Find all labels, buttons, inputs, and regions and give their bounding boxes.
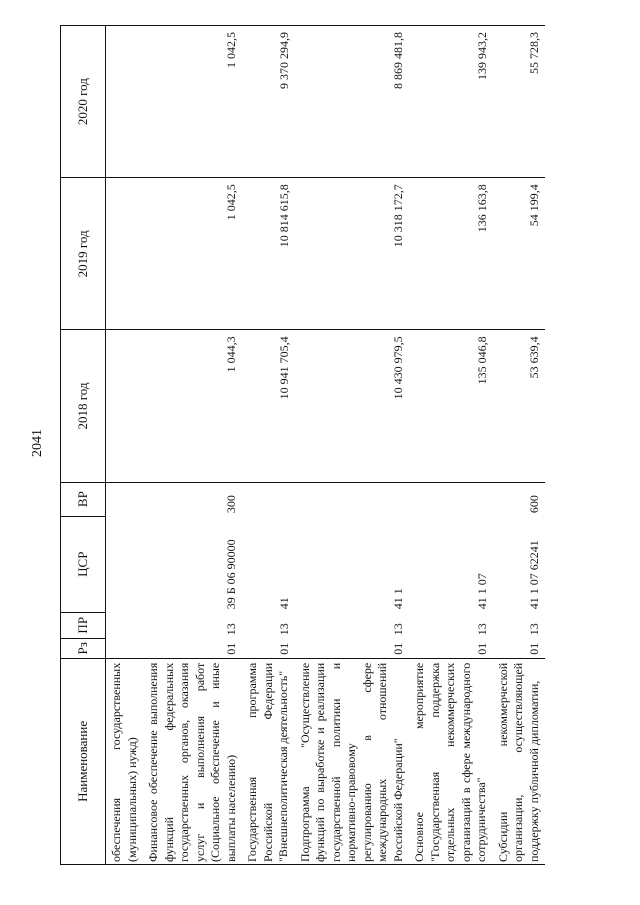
row-rz: 01 bbox=[391, 642, 405, 655]
row-name: Субсидии некоммерческой организации, осуществляющей поддержку публичной дипломатии, bbox=[493, 658, 546, 864]
table-row bbox=[106, 26, 144, 865]
header-rz: Рз bbox=[61, 638, 106, 658]
budget-table bbox=[60, 25, 545, 865]
row-vr bbox=[242, 482, 295, 516]
row-2020 bbox=[106, 26, 144, 178]
row-2020: 8 869 481,8 bbox=[295, 26, 410, 178]
row-2020: 1 042,5 bbox=[143, 26, 242, 178]
row-vr bbox=[295, 482, 410, 516]
header-2018: 2018 год bbox=[61, 330, 106, 482]
row-rz bbox=[106, 638, 144, 658]
row-2019: 136 163,8 bbox=[409, 178, 493, 330]
row-name: Основное мероприятие "Государственная поддержка отдельных некоммерческих организаций в сфере международного сотрудничества" bbox=[409, 658, 493, 864]
row-2018: 10 430 979,5 bbox=[295, 330, 410, 482]
row-2019: 1 042,5 bbox=[143, 178, 242, 330]
row-pr bbox=[106, 612, 144, 638]
row-2018: 53 639,4 bbox=[493, 330, 546, 482]
row-2018: 10 941 705,4 bbox=[242, 330, 295, 482]
row-rz: 01 bbox=[224, 642, 238, 655]
row-csr: 39 Б 06 90000 bbox=[224, 539, 238, 610]
row-rz: 01 bbox=[527, 642, 541, 655]
header-vr: ВР bbox=[61, 482, 106, 516]
row-2019 bbox=[106, 178, 144, 330]
header-csr: ЦСР bbox=[61, 516, 106, 612]
row-vr: 600 bbox=[527, 495, 541, 514]
table-row bbox=[493, 26, 546, 865]
row-csr: 41 bbox=[276, 597, 291, 610]
row-name: Государственная программа Российской Федерации "Внешнеполитическая деятельность" bbox=[242, 658, 295, 864]
row-pr: 13 bbox=[474, 623, 489, 636]
budget-table-rotated bbox=[60, 25, 640, 865]
page-number: 2041 bbox=[30, 429, 45, 457]
row-2020: 55 728,3 bbox=[493, 26, 546, 178]
row-vr bbox=[106, 482, 144, 516]
row-2018 bbox=[106, 330, 144, 482]
row-2018: 135 046,8 bbox=[409, 330, 493, 482]
row-csr: 41 1 07 62241 bbox=[527, 540, 541, 610]
header-2020: 2020 год bbox=[61, 26, 106, 178]
row-pr: 13 bbox=[391, 623, 405, 636]
row-2020: 139 943,2 bbox=[409, 26, 493, 178]
row-pr: 13 bbox=[224, 623, 238, 636]
row-pr: 13 bbox=[527, 623, 541, 636]
header-pr: ПР bbox=[61, 612, 106, 638]
header-2019: 2019 год bbox=[61, 178, 106, 330]
row-2018: 1 044,3 bbox=[143, 330, 242, 482]
table-row bbox=[295, 26, 410, 865]
row-2020: 9 370 294,9 bbox=[242, 26, 295, 178]
row-name: обеспечения государственных (муниципальных) нужд) bbox=[106, 658, 144, 864]
row-rz: 01 bbox=[474, 642, 489, 655]
row-rz: 01 bbox=[276, 642, 291, 655]
row-csr bbox=[106, 516, 144, 612]
row-csr: 41 1 07 bbox=[474, 573, 489, 610]
table-header-row bbox=[61, 26, 106, 865]
row-name: Подпрограмма "Осуществление функций по выработке и реализации государственной политики и нормативно-правовому регулированию в сфере международных отношений Российской Федерации" bbox=[295, 658, 410, 864]
row-2019: 54 199,4 bbox=[493, 178, 546, 330]
table-row bbox=[143, 26, 242, 865]
row-pr: 13 bbox=[276, 623, 291, 636]
table-row bbox=[409, 26, 493, 865]
header-name: Наименование bbox=[61, 658, 106, 864]
row-2019: 10 814 615,8 bbox=[242, 178, 295, 330]
row-csr: 41 1 bbox=[391, 588, 405, 610]
row-2019: 10 318 172,7 bbox=[295, 178, 410, 330]
row-name: Финансовое обеспечение выполнения функций федеральных государственных органов, оказания услуг и выполнения работ (Социальное обеспечение и иные выплаты населению) bbox=[143, 658, 242, 864]
row-vr: 300 bbox=[224, 495, 238, 514]
row-vr bbox=[409, 482, 493, 516]
table-row bbox=[242, 26, 295, 865]
